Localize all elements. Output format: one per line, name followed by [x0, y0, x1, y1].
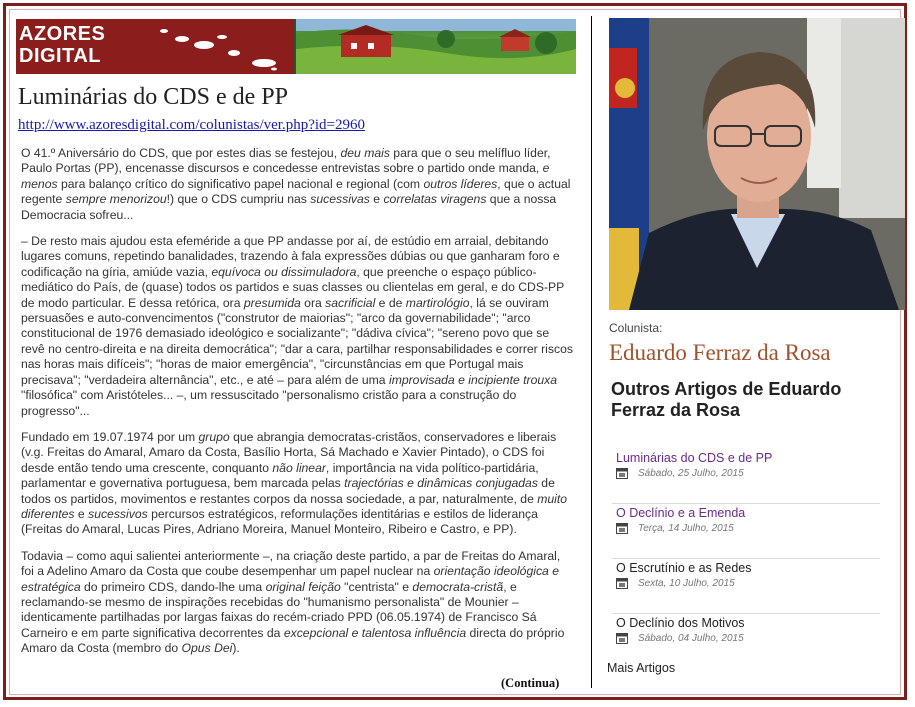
article-link[interactable]: Luminárias do CDS e de PP	[616, 451, 773, 465]
islands-map-icon	[124, 19, 294, 74]
article-link[interactable]: O Declínio dos Motivos	[616, 616, 745, 630]
continua-label: (Continua)	[501, 676, 560, 690]
article-url-link[interactable]: http://www.azoresdigital.com/colunistas/ver.php?id=2960	[18, 117, 366, 133]
site-logo-text: AZORES DIGITAL	[19, 23, 106, 67]
article-date: Sexta, 10 Julho, 2015	[612, 577, 880, 589]
other-articles-heading: Outros Artigos de Eduardo Ferraz da Rosa	[611, 379, 842, 420]
list-item	[612, 505, 880, 559]
author-portrait	[609, 18, 905, 310]
article-date: Sábado, 25 Julho, 2015	[612, 467, 880, 479]
calendar-icon	[616, 577, 628, 589]
calendar-icon	[616, 522, 628, 534]
article-paragraph-4: Todavia – como aqui salientei anteriormente –, na criação deste partido, a par de Freitas do Amaral, foi a Adelino Amaro da Costa que coube desempenhar um papel nuclear na orientação ideológica e estratégica do primeiro CDS, dando-lhe uma original feição "centrista" e democrata-cristã, e reclamando-se mesmo de inspirações recebidas do "humanismo personalista" de Mounier – identicamente partilhadas por largas faixas do recém-criado PPD (06.05.1974) de Francisco Sá Carneiro e em parte significativa decorrentes da excepcional e talentosa influência directa do próprio Amaro da Costa (membro do Opus Dei).	[21, 548, 565, 656]
list-item	[612, 560, 880, 614]
column-divider	[591, 16, 592, 688]
article-date: Sábado, 04 Julho, 2015	[612, 632, 880, 644]
calendar-icon	[616, 467, 628, 479]
islands-graphic	[124, 19, 294, 74]
article-link[interactable]: O Escrutínio e as Redes	[616, 561, 752, 575]
site-banner[interactable]	[16, 19, 576, 74]
article-body	[21, 146, 574, 668]
list-item	[612, 450, 880, 504]
site-logo[interactable]	[16, 19, 124, 74]
colunista-label: Colunista:	[609, 321, 663, 335]
other-articles-list	[612, 450, 880, 670]
author-name: Eduardo Ferraz da Rosa	[609, 340, 831, 365]
article-link[interactable]: O Declínio e a Emenda	[616, 506, 746, 520]
article-paragraph-2: – De resto mais ajudou esta efeméride a que PP andasse por aí, de estúdio em arraial, debitando lugares comuns, repetindo banalidades, trazendo à fala expressões dúbias ou que ganharam foro e codificação na gíria, amiúde vazia, equívoca ou dissimuladora, que preenche o espaço público-mediático do País, de (quase) todos os partidos e suas classes ou clientelas em geral, e do CDS-PP de modo particular. E dessa retórica, ora presumida ora sacrificial e de martirológio, lá se ouviram persuasões e auto-convencimentos ("construtor de maiorias"; "arco da governabilidade"; "arco constitucional de 1976 demasiado ideológico e socializante"; "dádiva cívica"; "sereno povo que se revê no centro-direita e na direita democrática"; "dar a cara, partilhar responsabilidades e correr riscos nas horas mais difíceis"; "horas de maior emergência", "circunstâncias em que Portugal mais precisava"; "verdadeira alternância", etc., e até – para além de uma improvisada e incipiente trouxa "filosófica" com Aristóteles... –, um ressuscitado "personalismo cristão para a construção do progresso"...	[21, 234, 573, 418]
article-date: Terça, 14 Julho, 2015	[612, 522, 880, 534]
article-title: Luminárias do CDS e de PP	[18, 84, 288, 110]
article-paragraph-3: Fundado em 19.07.1974 por um grupo que abrangia democratas-cristãos, conservadores e liberais (v.g. Freitas do Amaral, Amaro da Costa, Basílio Horta, Sá Machado e Xavier Pintado), o CDS foi desde então tendo uma crescente, conquanto não linear, importância na vida político-partidária, parlamentar e governativa portuguesa, bem marcada pelas trajectórias e dinâmicas conjugadas de todos os partidos, movimentos e restantes corpos da nossa sociedade, a par, naturalmente, de muito diferentes e sucessivos percursos estratégicos, reformulações identitárias e estilos de liderança (Freitas do Amaral, Lucas Pires, Adriano Moreira, Manuel Monteiro, Ribeiro e Castro, e PP).	[21, 429, 568, 537]
landscape-photo	[296, 19, 576, 74]
more-articles-link[interactable]: Mais Artigos	[607, 661, 676, 675]
calendar-icon	[616, 632, 628, 644]
article-paragraph-1: O 41.º Aniversário do CDS, que por estes dias se festejou, deu mais para que o seu melífluo líder, Paulo Portas (PP), encenasse discursos e concedesse entrevistas sobre o partido onde manda, e menos para balanço crítico do significativo papel nacional e regional (com outros líderes, que o actual regente sempre menorizou!) que o CDS cumpriu nas sucessivas e correlatas viragens que a nossa Democracia sofreu...	[21, 146, 571, 222]
